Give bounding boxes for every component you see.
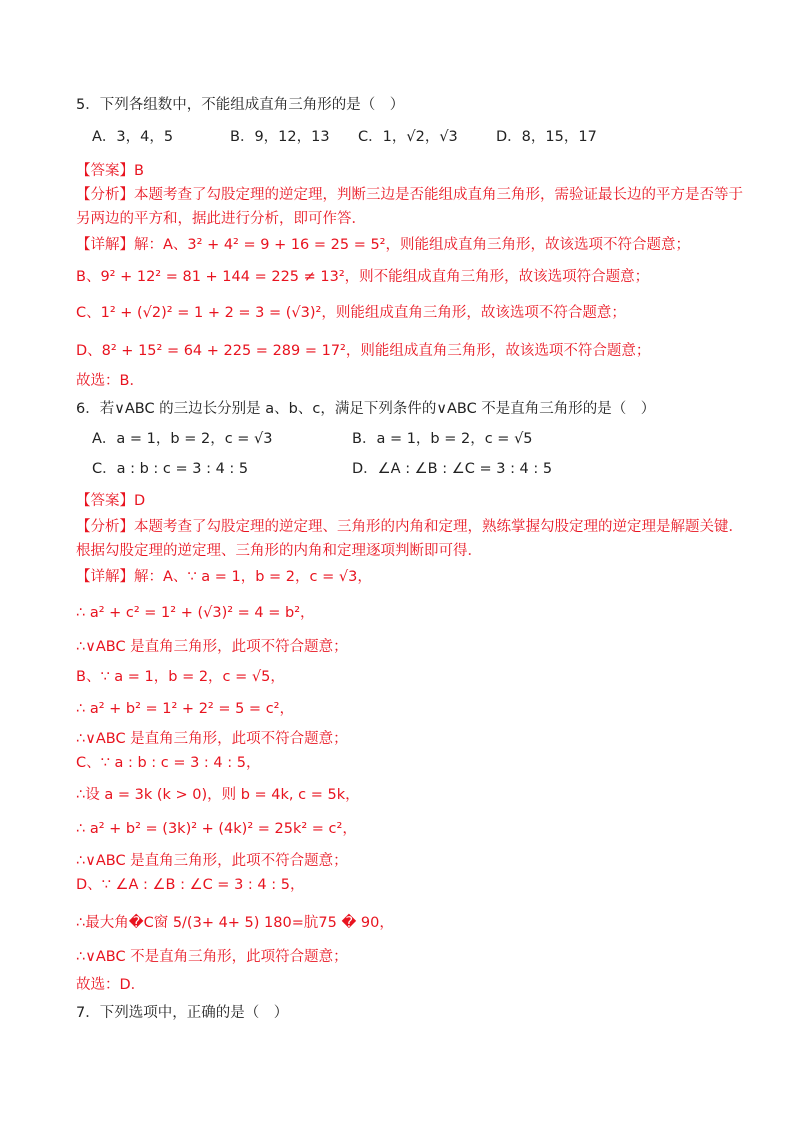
q6-step: B、∵ a = 1，b = 2，c = √5， (76, 669, 285, 685)
q5-detail-b: B、9² + 12² = 81 + 144 = 225 ≠ 13²，则不能组成直角三角形，故该选项符合题意； (76, 269, 650, 285)
q6-analysis-line-1: 【分析】本题考查了勾股定理的逆定理、三角形的内角和定理，熟练掌握勾股定理的逆定理是解题关键． (76, 519, 743, 535)
q5-analysis-line-2: 另两边的平方和，据此进行分析，即可作答． (76, 211, 366, 227)
q5-analysis-line-1: 【分析】本题考查了勾股定理的逆定理，判断三边是否能组成直角三角形，需验证最长边的平方是否等于 (76, 187, 743, 203)
q5-detail-c: C、1² + (√2)² = 1 + 2 = 3 = (√3)²，则能组成直角三角形，故该选项不符合题意； (76, 305, 626, 321)
q6-analysis-line-2: 根据勾股定理的逆定理、三角形的内角和定理逐项判断即可得． (76, 543, 482, 559)
q6-stem: 6．若∨ABC 的三边长分别是 a、b、c，满足下列条件的∨ABC 不是直角三角形的是（ ） (76, 401, 656, 417)
q6-step: D、∵ ∠A : ∠B : ∠C = 3 : 4 : 5， (76, 877, 305, 893)
q6-option-a: A．a = 1，b = 2，c = √3 (92, 431, 273, 447)
q6-step: 故选：D． (76, 977, 146, 993)
q5-option-d: D．8，15，17 (496, 129, 597, 145)
q5-detail-d: D、8² + 15² = 64 + 225 = 289 = 17²，则能组成直角三角形，故该选项不符合题意； (76, 343, 651, 359)
q5-choose: 故选：B． (76, 373, 144, 389)
q6-step: ∴∨ABC 是直角三角形，此项不符合题意； (76, 731, 348, 747)
q6-option-b: B．a = 1，b = 2，c = √5 (352, 431, 533, 447)
q7-stem: 7．下列选项中，正确的是（ ） (76, 1005, 289, 1021)
q5-stem: 5．下列各组数中，不能组成直角三角形的是（ ） (76, 97, 405, 113)
q6-step: ∴最大角�C窗 5/(3+ 4+ 5) 180=肮75 � 90， (76, 915, 394, 931)
q5-option-a: A．3，4，5 (92, 129, 174, 145)
q6-step: C、∵ a : b : c = 3 : 4 : 5， (76, 755, 261, 771)
q6-step: ∴ a² + b² = 1² + 2² = 5 = c²， (76, 701, 294, 717)
q6-answer: 【答案】D (76, 493, 146, 509)
q6-step: ∴∨ABC 是直角三角形，此项不符合题意； (76, 639, 348, 655)
q5-option-b: B．9，12，13 (230, 129, 330, 145)
q6-option-c: C．a : b : c = 3 : 4 : 5 (92, 461, 249, 477)
q6-step: 【详解】解：A、∵ a = 1，b = 2，c = √3， (76, 569, 372, 585)
q6-step: ∴∨ABC 不是直角三角形，此项符合题意； (76, 949, 348, 965)
q6-step: ∴ a² + b² = (3k)² + (4k)² = 25k² = c²， (76, 821, 357, 837)
q5-answer: 【答案】B (76, 163, 144, 179)
q5-detail-a: 【详解】解：A、3² + 4² = 9 + 16 = 25 = 5²，则能组成直角三角形，故该选项不符合题意； (76, 237, 690, 253)
q5-option-c: C．1，√2，√3 (358, 129, 458, 145)
q6-step: ∴ a² + c² = 1² + (√3)² = 4 = b²， (76, 605, 315, 621)
q6-option-d: D．∠A : ∠B : ∠C = 3 : 4 : 5 (352, 461, 553, 477)
q6-step: ∴设 a = 3k (k > 0)，则 b = 4k, c = 5k， (76, 787, 360, 803)
q6-step: ∴∨ABC 是直角三角形，此项不符合题意； (76, 853, 348, 869)
